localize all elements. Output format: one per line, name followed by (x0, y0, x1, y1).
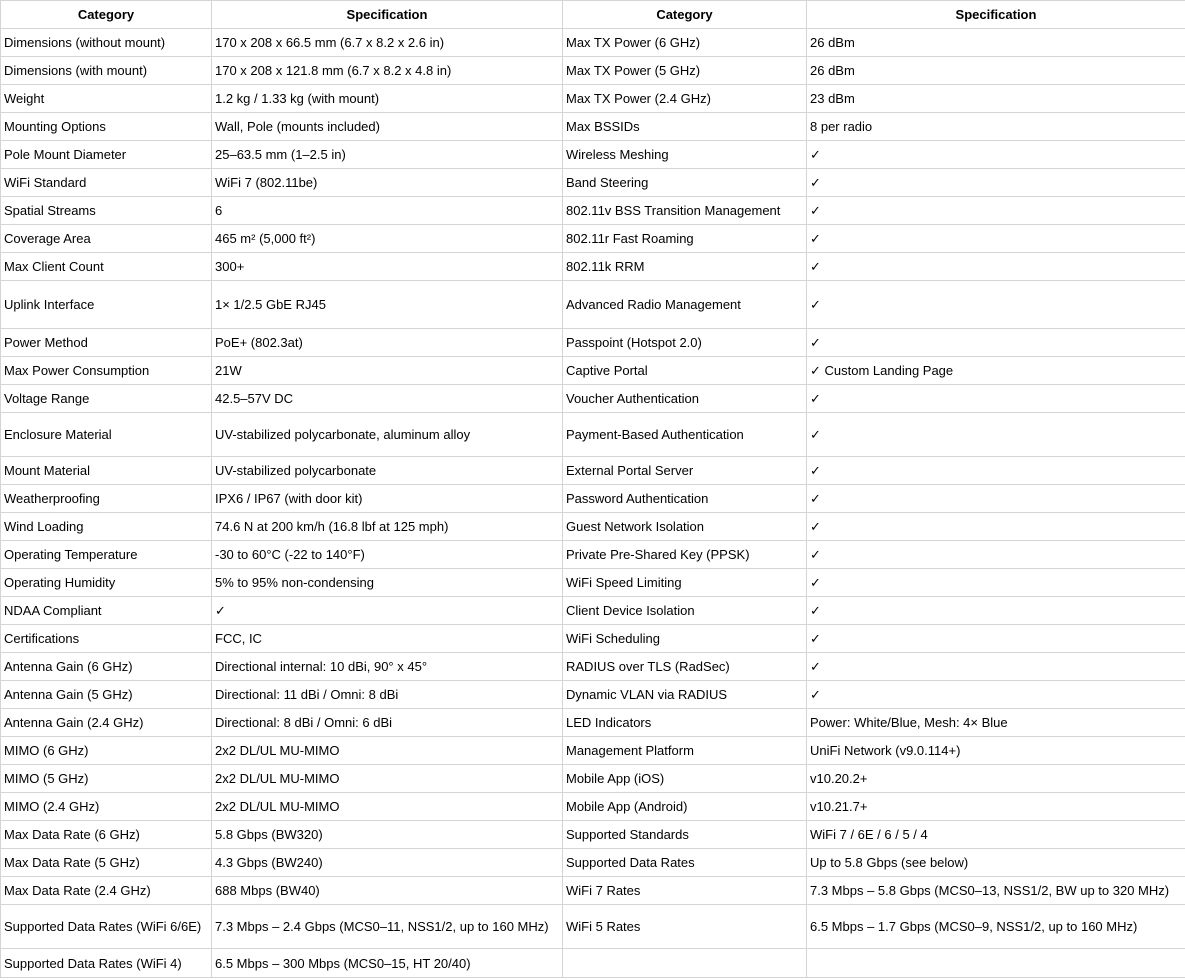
table-row (1, 793, 1185, 821)
specification-cell: 300+ (212, 253, 563, 281)
category-cell: Voucher Authentication (563, 385, 807, 413)
specification-cell: Directional: 11 dBi / Omni: 8 dBi (212, 681, 563, 709)
specification-cell: WiFi 7 (802.11be) (212, 169, 563, 197)
table-row (1, 709, 1185, 737)
specification-cell: PoE+ (802.3at) (212, 329, 563, 357)
specification-cell: IPX6 / IP67 (with door kit) (212, 485, 563, 513)
specification-cell: v10.21.7+ (807, 793, 1185, 821)
specification-cell: ✓ (807, 281, 1185, 329)
category-cell: Certifications (1, 625, 212, 653)
specification-cell: 42.5–57V DC (212, 385, 563, 413)
table-row (1, 625, 1185, 653)
specification-cell: ✓ (807, 457, 1185, 485)
specification-cell: v10.20.2+ (807, 765, 1185, 793)
category-cell: Dimensions (with mount) (1, 57, 212, 85)
specification-cell: Directional internal: 10 dBi, 90° x 45° (212, 653, 563, 681)
table-row (1, 385, 1185, 413)
table-row (1, 737, 1185, 765)
table-row (1, 653, 1185, 681)
specification-cell: ✓ (807, 225, 1185, 253)
category-cell: Supported Data Rates (563, 849, 807, 877)
category-cell: Max TX Power (6 GHz) (563, 29, 807, 57)
specification-cell: ✓ (807, 681, 1185, 709)
table-row (1, 169, 1185, 197)
specification-cell: 688 Mbps (BW40) (212, 877, 563, 905)
category-cell: Private Pre-Shared Key (PPSK) (563, 541, 807, 569)
category-cell: Mounting Options (1, 113, 212, 141)
specification-cell: 5% to 95% non-condensing (212, 569, 563, 597)
specification-cell: ✓ (807, 197, 1185, 225)
table-row (1, 413, 1185, 457)
specification-cell: ✓ Custom Landing Page (807, 357, 1185, 385)
table-row (1, 57, 1185, 85)
specification-cell: Wall, Pole (mounts included) (212, 113, 563, 141)
table-row (1, 905, 1185, 949)
specification-cell: 7.3 Mbps – 2.4 Gbps (MCS0–11, NSS1/2, up to 160 MHz) (212, 905, 563, 949)
specification-cell: 2x2 DL/UL MU-MIMO (212, 737, 563, 765)
specification-cell: ✓ (807, 385, 1185, 413)
specification-cell: 2x2 DL/UL MU-MIMO (212, 765, 563, 793)
category-cell: MIMO (5 GHz) (1, 765, 212, 793)
specification-cell: ✓ (807, 413, 1185, 457)
table-row (1, 457, 1185, 485)
category-cell: Operating Humidity (1, 569, 212, 597)
table-row (1, 29, 1185, 57)
category-cell (563, 949, 807, 978)
specification-cell: UV-stabilized polycarbonate, aluminum alloy (212, 413, 563, 457)
category-cell: Max Client Count (1, 253, 212, 281)
category-cell: LED Indicators (563, 709, 807, 737)
table-row (1, 253, 1185, 281)
category-cell: Guest Network Isolation (563, 513, 807, 541)
category-cell: WiFi Scheduling (563, 625, 807, 653)
specification-cell: UniFi Network (v9.0.114+) (807, 737, 1185, 765)
category-cell: MIMO (2.4 GHz) (1, 793, 212, 821)
category-cell: Max Data Rate (6 GHz) (1, 821, 212, 849)
category-cell: RADIUS over TLS (RadSec) (563, 653, 807, 681)
specification-cell: 5.8 Gbps (BW320) (212, 821, 563, 849)
specification-cell: -30 to 60°C (-22 to 140°F) (212, 541, 563, 569)
table-row (1, 85, 1185, 113)
category-cell: Enclosure Material (1, 413, 212, 457)
specification-cell: 8 per radio (807, 113, 1185, 141)
category-cell: Uplink Interface (1, 281, 212, 329)
category-cell: Power Method (1, 329, 212, 357)
table-row (1, 197, 1185, 225)
category-cell: Antenna Gain (2.4 GHz) (1, 709, 212, 737)
specification-cell: 170 x 208 x 66.5 mm (6.7 x 8.2 x 2.6 in) (212, 29, 563, 57)
specification-cell: 1.2 kg / 1.33 kg (with mount) (212, 85, 563, 113)
category-cell: NDAA Compliant (1, 597, 212, 625)
category-cell: Band Steering (563, 169, 807, 197)
specification-cell: ✓ (807, 625, 1185, 653)
category-cell: Mobile App (Android) (563, 793, 807, 821)
category-cell: Payment-Based Authentication (563, 413, 807, 457)
category-cell: Max Data Rate (2.4 GHz) (1, 877, 212, 905)
category-cell: 802.11v BSS Transition Management (563, 197, 807, 225)
category-cell: WiFi 7 Rates (563, 877, 807, 905)
specification-cell: ✓ (807, 569, 1185, 597)
specification-cell: 26 dBm (807, 29, 1185, 57)
category-cell: WiFi 5 Rates (563, 905, 807, 949)
header-category-right: Category (563, 1, 807, 29)
table-row (1, 281, 1185, 329)
category-cell: Advanced Radio Management (563, 281, 807, 329)
specification-cell: Power: White/Blue, Mesh: 4× Blue (807, 709, 1185, 737)
specification-cell: 170 x 208 x 121.8 mm (6.7 x 8.2 x 4.8 in) (212, 57, 563, 85)
specification-cell: 6.5 Mbps – 300 Mbps (MCS0–15, HT 20/40) (212, 949, 563, 978)
header-specification-right: Specification (807, 1, 1185, 29)
table-row (1, 113, 1185, 141)
specification-cell: WiFi 7 / 6E / 6 / 5 / 4 (807, 821, 1185, 849)
specification-cell: ✓ (807, 485, 1185, 513)
category-cell: Max BSSIDs (563, 113, 807, 141)
category-cell: Supported Data Rates (WiFi 6/6E) (1, 905, 212, 949)
specification-cell: 4.3 Gbps (BW240) (212, 849, 563, 877)
table-row (1, 821, 1185, 849)
category-cell: Client Device Isolation (563, 597, 807, 625)
category-cell: External Portal Server (563, 457, 807, 485)
specification-cell (807, 949, 1185, 978)
specification-cell: 25–63.5 mm (1–2.5 in) (212, 141, 563, 169)
header-specification-left: Specification (212, 1, 563, 29)
category-cell: Max TX Power (2.4 GHz) (563, 85, 807, 113)
specification-cell: ✓ (807, 513, 1185, 541)
category-cell: Antenna Gain (5 GHz) (1, 681, 212, 709)
specification-cell: ✓ (807, 253, 1185, 281)
category-cell: Spatial Streams (1, 197, 212, 225)
category-cell: WiFi Speed Limiting (563, 569, 807, 597)
category-cell: Max TX Power (5 GHz) (563, 57, 807, 85)
specification-cell: ✓ (807, 329, 1185, 357)
category-cell: Pole Mount Diameter (1, 141, 212, 169)
category-cell: 802.11k RRM (563, 253, 807, 281)
table-row (1, 765, 1185, 793)
category-cell: Max Power Consumption (1, 357, 212, 385)
category-cell: Captive Portal (563, 357, 807, 385)
specification-cell: ✓ (807, 141, 1185, 169)
specification-cell: 23 dBm (807, 85, 1185, 113)
table-row (1, 849, 1185, 877)
category-cell: Dynamic VLAN via RADIUS (563, 681, 807, 709)
table-row (1, 569, 1185, 597)
category-cell: Passpoint (Hotspot 2.0) (563, 329, 807, 357)
category-cell: MIMO (6 GHz) (1, 737, 212, 765)
category-cell: Management Platform (563, 737, 807, 765)
specification-cell: 7.3 Mbps – 5.8 Gbps (MCS0–13, NSS1/2, BW up to 320 MHz) (807, 877, 1185, 905)
category-cell: WiFi Standard (1, 169, 212, 197)
specification-cell: ✓ (807, 653, 1185, 681)
table-row (1, 513, 1185, 541)
category-cell: Max Data Rate (5 GHz) (1, 849, 212, 877)
specification-cell: ✓ (212, 597, 563, 625)
specification-cell: 2x2 DL/UL MU-MIMO (212, 793, 563, 821)
specification-cell: Up to 5.8 Gbps (see below) (807, 849, 1185, 877)
specification-cell: Directional: 8 dBi / Omni: 6 dBi (212, 709, 563, 737)
category-cell: Wireless Meshing (563, 141, 807, 169)
table-row (1, 225, 1185, 253)
specification-cell: ✓ (807, 541, 1185, 569)
category-cell: Dimensions (without mount) (1, 29, 212, 57)
category-cell: Supported Data Rates (WiFi 4) (1, 949, 212, 978)
header-category-left: Category (1, 1, 212, 29)
category-cell: Antenna Gain (6 GHz) (1, 653, 212, 681)
table-row (1, 485, 1185, 513)
specification-cell: 6 (212, 197, 563, 225)
specification-cell: ✓ (807, 597, 1185, 625)
category-cell: Voltage Range (1, 385, 212, 413)
specification-cell: 74.6 N at 200 km/h (16.8 lbf at 125 mph) (212, 513, 563, 541)
table-row (1, 877, 1185, 905)
table-row (1, 597, 1185, 625)
specification-cell: 21W (212, 357, 563, 385)
category-cell: Coverage Area (1, 225, 212, 253)
specification-cell: UV-stabilized polycarbonate (212, 457, 563, 485)
specification-cell: FCC, IC (212, 625, 563, 653)
table-row (1, 681, 1185, 709)
specification-cell: 6.5 Mbps – 1.7 Gbps (MCS0–9, NSS1/2, up to 160 MHz) (807, 905, 1185, 949)
category-cell: Wind Loading (1, 513, 212, 541)
table-row (1, 329, 1185, 357)
header-row (1, 1, 1185, 29)
specification-cell: 1× 1/2.5 GbE RJ45 (212, 281, 563, 329)
specification-cell: 26 dBm (807, 57, 1185, 85)
table-row (1, 357, 1185, 385)
specification-cell: ✓ (807, 169, 1185, 197)
category-cell: Weight (1, 85, 212, 113)
table-row (1, 141, 1185, 169)
category-cell: Password Authentication (563, 485, 807, 513)
table-row (1, 541, 1185, 569)
table-row (1, 949, 1185, 978)
category-cell: Weatherproofing (1, 485, 212, 513)
category-cell: Mount Material (1, 457, 212, 485)
category-cell: Supported Standards (563, 821, 807, 849)
category-cell: 802.11r Fast Roaming (563, 225, 807, 253)
category-cell: Operating Temperature (1, 541, 212, 569)
category-cell: Mobile App (iOS) (563, 765, 807, 793)
specification-cell: 465 m² (5,000 ft²) (212, 225, 563, 253)
